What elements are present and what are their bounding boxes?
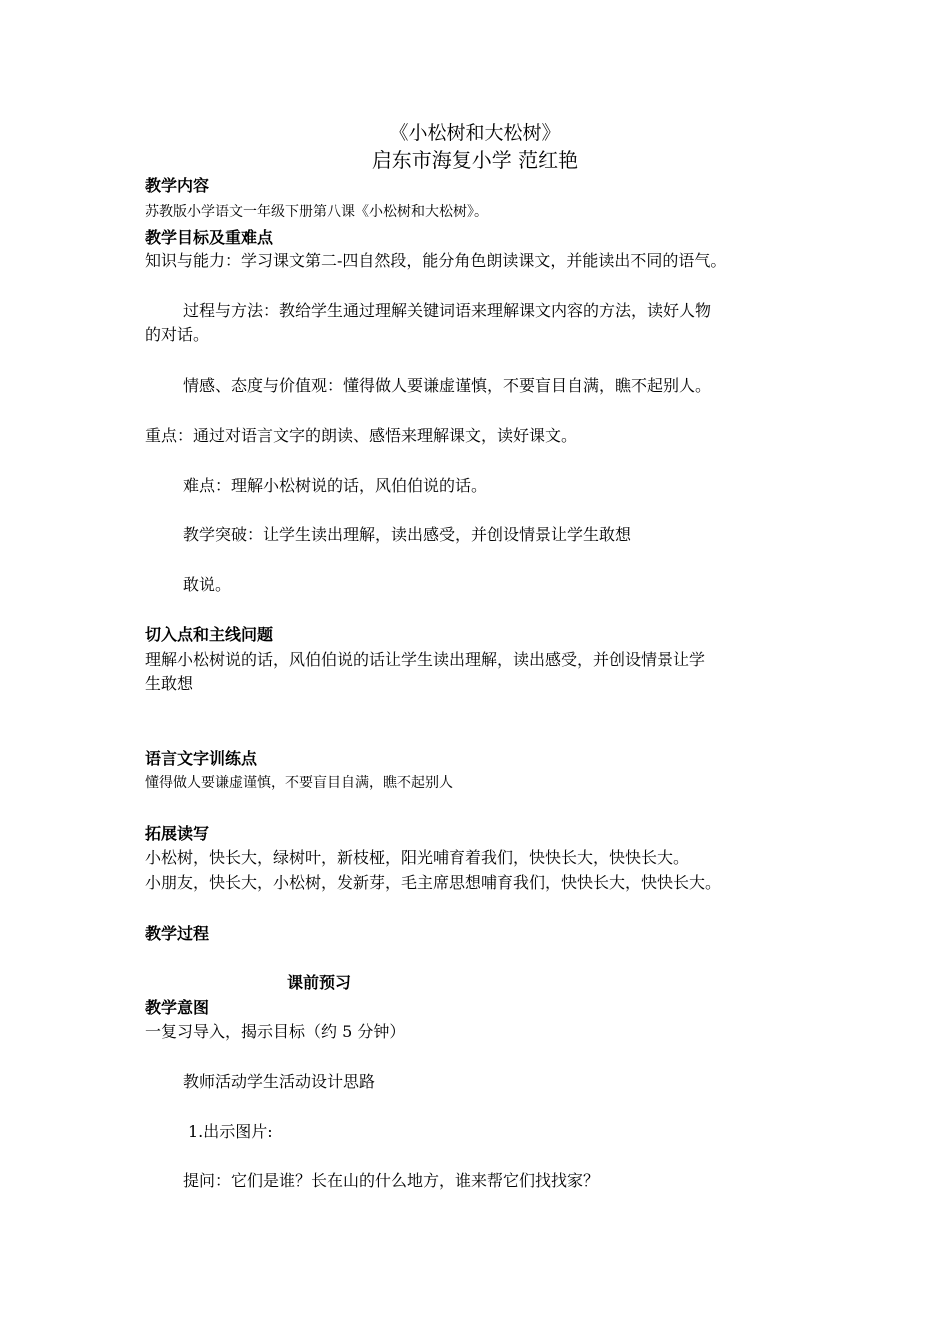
item1-show-picture: 1.出示图片: [188, 1122, 273, 1141]
language-training-text: 懂得做人要谦虚谨慎，不要盲目自满，瞧不起别人 [145, 775, 453, 791]
activity-columns: 教师活动学生活动设计思路 [183, 1072, 376, 1091]
goal-knowledge: 知识与能力：学习课文第二-四自然段，能分角色朗读课文，并能读出不同的语气。 [145, 251, 727, 270]
heading-language-training: 语言文字训练点 [145, 749, 258, 768]
heading-teaching-process: 教学过程 [145, 924, 210, 943]
entry-line2: 生敢想 [145, 674, 194, 693]
breakthrough-line1: 教学突破：让学生读出理解，读出感受，并创设情景让学生敢想 [183, 525, 632, 544]
breakthrough-line2: 敢说。 [183, 575, 232, 594]
heading-preview: 课前预习 [287, 973, 352, 992]
heading-intent: 教学意图 [145, 998, 210, 1017]
extension-line2: 小朋友，快长大，小松树，发新芽，毛主席思想哺育我们，快快长大，快快长大。 [145, 873, 722, 892]
extension-line1: 小松树，快长大，绿树叶，新枝桠，阳光哺育着我们，快快长大，快快长大。 [145, 848, 690, 867]
entry-line1: 理解小松树说的话，风伯伯说的话让学生读出理解，读出感受，并创设情景让学 [145, 650, 706, 669]
author-line: 启东市海复小学 范红艳 [371, 148, 579, 172]
goal-emotion: 情感、态度与价值观：懂得做人要谦虚谨慎，不要盲目自满，瞧不起别人。 [183, 376, 712, 395]
heading-teaching-content: 教学内容 [145, 176, 210, 195]
difficulty: 难点：理解小松树说的话，风伯伯说的话。 [183, 476, 488, 495]
teaching-content-text: 苏教版小学语文一年级下册第八课《小松树和大松树》。 [145, 204, 488, 220]
heading-entry-point: 切入点和主线问题 [145, 625, 274, 644]
heading-extension: 拓展读写 [145, 824, 210, 843]
key-point: 重点：通过对语言文字的朗读、感悟来理解课文，读好课文。 [145, 426, 578, 445]
step1-intro: 一复习导入，揭示目标（约 5 分钟） [145, 1022, 406, 1041]
document-title: 《小松树和大松树》 [389, 122, 561, 144]
goal-process-line2: 的对话。 [145, 325, 210, 344]
goal-process-line1: 过程与方法：教给学生通过理解关键词语来理解课文内容的方法，读好人物 [183, 301, 712, 320]
question-text: 提问：它们是谁？长在山的什么地方，谁来帮它们找找家？ [183, 1171, 600, 1190]
heading-goals: 教学目标及重难点 [145, 228, 274, 247]
